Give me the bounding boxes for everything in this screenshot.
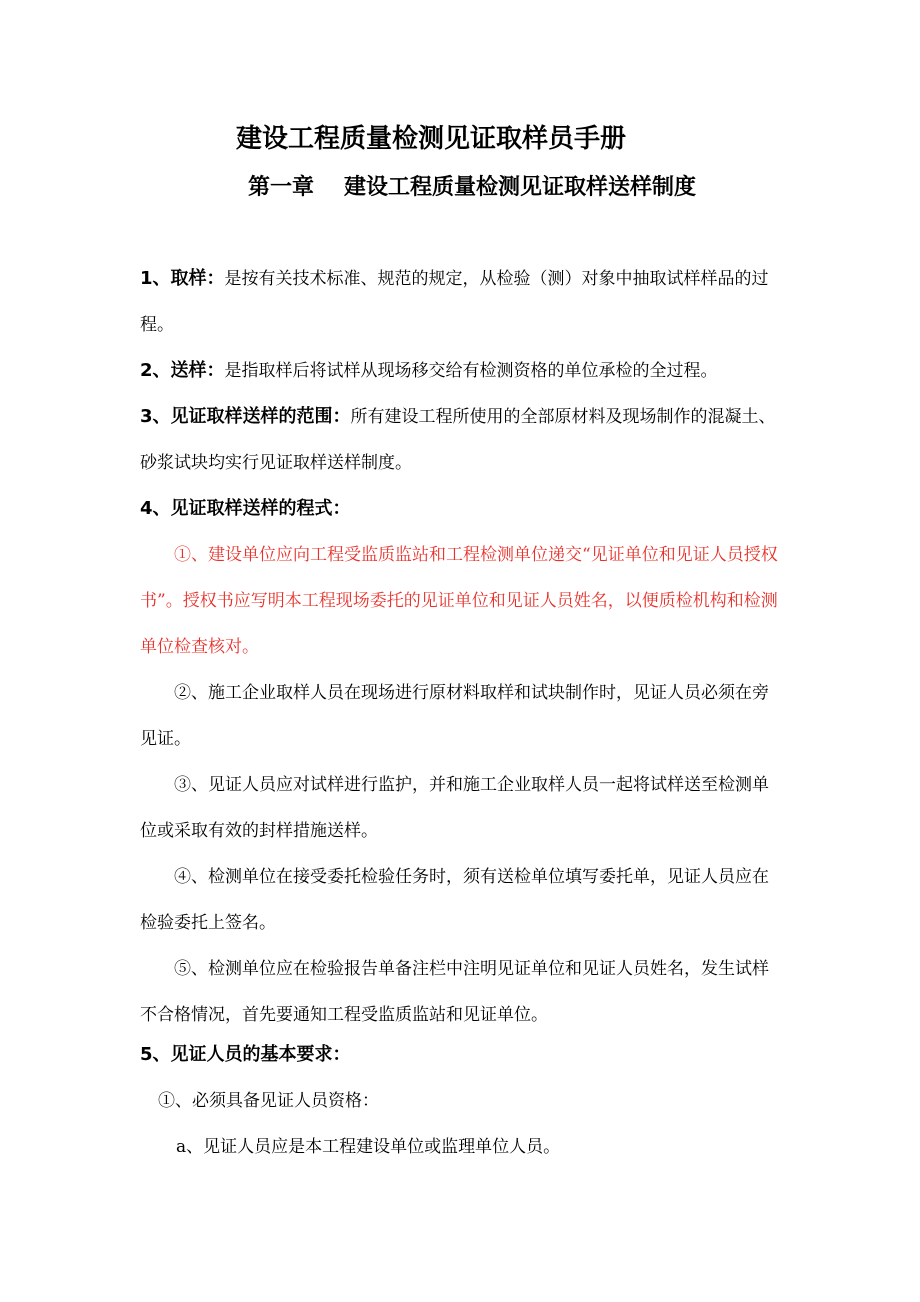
section-4-item-3: ③、见证人员应对试样进行监护，并和施工企业取样人员一起将试样送至检测单位或采取有效的封样措施送样。 (140, 775, 769, 841)
section-4-item-1: ①、建设单位应向工程受监质监站和工程检测单位递交“见证单位和见证人员授权书”。授权书应写明本工程现场委托的见证单位和见证人员姓名，以便质检机构和检测单位检查核对。 (140, 545, 778, 657)
section-4-item-5: ⑤、检测单位应在检验报告单备注栏中注明见证单位和见证人员姓名，发生试样不合格情况，首先要通知工程受监质监站和见证单位。 (140, 959, 769, 1025)
section-1-number: 1、 (140, 268, 171, 289)
section-4-item-2: ②、施工企业取样人员在现场进行原材料取样和试块制作时，见证人员必须在旁见证。 (140, 683, 769, 749)
section-3-text: 所有建设工程所使用的全部原材料及现场制作的混凝土、砂浆试块均实行见证取样送样制度。 (140, 407, 776, 473)
section-4-heading: 4、见证取样送样的程式： (140, 498, 351, 519)
section-5-subitem-1: ①、必须具备见证人员资格： (158, 1091, 379, 1111)
document-title: 建设工程质量检测见证取样员手册 (236, 124, 627, 154)
chapter-heading (248, 170, 696, 201)
section-2 (140, 348, 785, 394)
section-2-number: 2、 (140, 360, 171, 381)
chapter-title: 建设工程质量检测见证取样送样制度 (344, 175, 697, 200)
section-3 (140, 394, 785, 486)
section-3-number: 3、 (140, 406, 171, 427)
section-5-subitem-1a: a、见证人员应是本工程建设单位或监理单位人员。 (176, 1137, 561, 1157)
chapter-label: 第一章 (248, 175, 315, 200)
section-1-text: 是按有关技术标准、规范的规定，从检验（测）对象中抽取试样样品的过程。 (140, 269, 769, 335)
section-5-heading: 5、见证人员的基本要求： (140, 1044, 351, 1065)
section-2-term: 送样： (170, 360, 225, 381)
section-3-term: 见证取样送样的范围： (170, 406, 351, 427)
section-1 (140, 256, 785, 348)
section-1-term: 取样： (170, 268, 225, 289)
section-2-text: 是指取样后将试样从现场移交给有检测资格的单位承检的全过程。 (224, 361, 718, 381)
section-4-item-4: ④、检测单位在接受委托检验任务时，须有送检单位填写委托单，见证人员应在检验委托上签名。 (140, 867, 769, 933)
